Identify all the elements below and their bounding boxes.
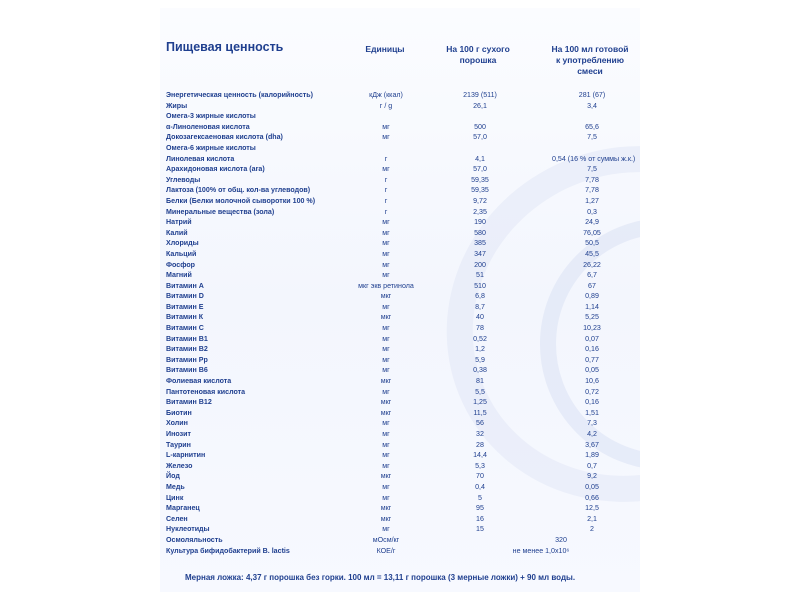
nutrient-value-ready: 7,78 — [585, 175, 599, 184]
table-row — [166, 334, 636, 345]
nutrient-value-dry: 95 — [476, 504, 484, 513]
table-row — [166, 270, 636, 281]
nutrient-name: α-Линоленовая кислота — [166, 122, 250, 131]
table-row — [166, 418, 636, 429]
nutrient-value-ready: 45,5 — [585, 249, 599, 258]
nutrient-unit: г / g — [379, 101, 393, 110]
table-row — [166, 440, 636, 451]
nutrient-value-dry: 5,5 — [475, 387, 485, 396]
nutrient-value-ready: 7,78 — [585, 186, 599, 195]
nutrient-name: Витамин К — [166, 313, 204, 322]
nutrient-name: Фосфор — [166, 260, 196, 269]
nutrient-name: Витамин В2 — [166, 345, 208, 354]
column-header-ready-line2: к употреблению — [555, 55, 625, 65]
nutrient-value-dry: 347 — [474, 249, 486, 258]
table-row — [166, 217, 636, 228]
nutrient-unit: кДж (ккал) — [369, 91, 403, 99]
nutrient-value-dry: 8,7 — [475, 302, 485, 311]
nutrient-unit: мкг — [380, 398, 392, 407]
nutrient-unit: мг — [382, 228, 390, 237]
nutrient-value-ready: 7,5 — [587, 133, 597, 142]
nutrient-value-ready: 9,2 — [587, 472, 597, 481]
table-row — [166, 535, 636, 546]
nutrient-name: Железо — [166, 461, 193, 470]
nutrient-name: Таурин — [166, 440, 191, 449]
nutrient-unit: мг — [382, 165, 390, 174]
nutrient-value-dry: 0,52 — [473, 334, 487, 343]
nutrient-value-ready: 0,89 — [585, 292, 599, 301]
nutrient-unit: мг — [382, 387, 390, 396]
nutrient-unit: мг — [382, 461, 390, 470]
nutrient-value-dry: 56 — [476, 419, 484, 428]
nutrient-name: L-карнитин — [166, 451, 206, 460]
nutrition-table — [166, 90, 636, 556]
nutrient-value-dry: 14,4 — [473, 451, 487, 460]
table-row — [166, 175, 636, 186]
nutrient-unit: мкг — [380, 504, 392, 513]
nutrient-unit: г — [384, 186, 388, 195]
nutrient-value-dry: 580 — [474, 228, 486, 237]
nutrient-value-dry: 57,0 — [473, 133, 487, 142]
nutrient-name: Витамин С — [166, 324, 204, 333]
nutrient-value-ready: 1,89 — [585, 451, 599, 460]
nutrient-value-ready: 1,14 — [585, 302, 599, 311]
nutrient-name: Витамин Е — [166, 302, 204, 311]
nutrient-value-ready: 6,7 — [587, 271, 597, 280]
nutrient-name: Биотин — [166, 408, 192, 417]
nutrient-value-ready: 10,6 — [585, 377, 599, 386]
nutrient-name: Фолиевая кислота — [166, 377, 232, 386]
nutrient-value-ready: 76,05 — [583, 228, 601, 237]
table-row — [166, 132, 636, 143]
table-row — [166, 122, 636, 133]
nutrient-value-ready: 0,7 — [587, 461, 597, 470]
nutrient-unit: мг — [382, 271, 390, 280]
table-row — [166, 355, 636, 366]
nutrient-unit: мг — [382, 493, 390, 502]
nutrient-unit: мкг экв ретинола — [358, 281, 414, 290]
nutrient-value-ready: 3,4 — [587, 101, 597, 110]
nutrient-unit: г — [384, 175, 388, 184]
nutrient-name: Цинк — [166, 493, 184, 502]
table-row — [166, 143, 636, 154]
nutrient-unit: мг — [382, 366, 390, 375]
table-row — [166, 482, 636, 493]
nutrient-name: Линолевая кислота — [166, 154, 235, 163]
nutrient-value-ready: 0,05 — [585, 482, 599, 491]
nutrient-value-ready: 1,51 — [585, 408, 599, 417]
nutrient-unit: КОЕ/г — [376, 546, 396, 555]
nutrient-value-ready: 24,9 — [585, 218, 599, 227]
nutrient-unit: мг — [382, 440, 390, 449]
table-row — [166, 365, 636, 376]
nutrient-unit: мг — [382, 249, 390, 258]
nutrient-value-dry: 2139 (511) — [463, 91, 497, 99]
nutrient-name: Хлориды — [166, 239, 199, 248]
column-header-ready-line1: На 100 мл готовой — [551, 44, 629, 54]
table-row — [166, 461, 636, 472]
table-row — [166, 524, 636, 535]
nutrient-unit: мг — [382, 482, 390, 491]
table-row — [166, 228, 636, 239]
nutrient-value-ready: 4,2 — [587, 430, 597, 438]
nutrient-value-dry: 2,35 — [473, 207, 487, 216]
nutrient-value-dry: 51 — [476, 271, 484, 280]
nutrient-name: Арахидоновая кислота (ara) — [166, 165, 265, 174]
nutrient-value-ready: 10,23 — [583, 324, 601, 333]
nutrient-value-ready: 281 (67) — [578, 91, 606, 99]
nutrient-unit: мкг — [380, 472, 392, 481]
column-header-dry-line2: порошка — [459, 55, 497, 65]
table-row — [166, 154, 636, 165]
table-row — [166, 111, 636, 122]
nutrient-name: Марганец — [166, 504, 200, 513]
nutrient-unit: мкг — [380, 408, 392, 417]
table-row — [166, 302, 636, 313]
nutrient-value-dry: 78 — [476, 324, 484, 333]
table-row — [166, 376, 636, 387]
nutrient-unit: мг — [382, 218, 390, 227]
nutrient-name: Витамин В1 — [166, 334, 208, 343]
table-row — [166, 312, 636, 323]
nutrient-value-ready: 7,5 — [587, 165, 597, 174]
nutrient-value-dry: 59,35 — [471, 175, 489, 184]
nutrient-name: Инозит — [166, 430, 191, 438]
footnote: Мерная ложка: 4,37 г порошка без горки. 100 мл = 13,11 г порошка (3 мерные ложки) + 90 мл воды. — [185, 573, 576, 582]
nutrient-name: Докозагексаеновая кислота (dha) — [166, 133, 283, 142]
nutrient-value-dry: 26,1 — [473, 101, 487, 110]
nutrient-value-ready: 5,25 — [585, 313, 599, 322]
nutrient-unit: г — [384, 207, 388, 216]
nutrient-unit: мг — [382, 345, 390, 354]
table-row — [166, 90, 636, 101]
nutrient-name: Холин — [166, 419, 188, 428]
nutrient-name: Культура бифидобактерий B. lactis — [166, 546, 290, 555]
nutrient-unit: мг — [382, 302, 390, 311]
table-row — [166, 503, 636, 514]
nutrient-value-ready: 0,16 — [585, 398, 599, 407]
nutrient-value-ready: 3,67 — [585, 440, 599, 449]
nutrient-name: Омега-6 жирные кислоты — [166, 143, 256, 152]
nutrient-name: Жиры — [166, 101, 188, 110]
table-row — [166, 196, 636, 207]
nutrient-unit: мкг — [380, 313, 392, 322]
nutrient-value-ready: 0,72 — [585, 387, 599, 396]
table-row — [166, 408, 636, 419]
table-row — [166, 207, 636, 218]
table-row — [166, 249, 636, 260]
nutrient-name: Энергетическая ценность (калорийность) — [166, 91, 313, 99]
nutrient-value-dry: 15 — [476, 525, 484, 534]
nutrient-name: Магний — [166, 271, 192, 280]
nutrient-name: Углеводы — [166, 175, 201, 184]
nutrient-unit: мг — [382, 133, 390, 142]
nutrient-name: Белки (Белки молочной сыворотки 100 %) — [166, 196, 316, 205]
nutrient-unit: мг — [382, 525, 390, 534]
nutrient-unit: мг — [382, 334, 390, 343]
nutrient-value-dry: 28 — [476, 440, 484, 449]
nutrient-value-ready: 50,5 — [585, 239, 599, 248]
table-row — [166, 344, 636, 355]
nutrient-value-ready: 26,22 — [583, 260, 601, 269]
column-header-dry — [438, 44, 518, 66]
table-row — [166, 397, 636, 408]
table-row — [166, 101, 636, 112]
column-header-ready-line3: смеси — [577, 66, 603, 76]
table-row — [166, 546, 636, 557]
nutrient-value-dry: 57,0 — [473, 165, 487, 174]
nutrient-value-ready: 2,1 — [587, 514, 597, 523]
nutrient-value-dry: 16 — [476, 514, 484, 523]
nutrient-unit: мг — [382, 122, 390, 131]
nutrient-value-merged: 320 — [555, 535, 567, 544]
nutrient-unit: мкг — [380, 514, 392, 523]
nutrient-unit: мг — [382, 430, 390, 438]
nutrient-name: Калий — [166, 228, 188, 237]
nutrient-value-dry: 59,35 — [471, 186, 489, 195]
nutrient-name: Витамин А — [166, 281, 204, 290]
table-row — [166, 164, 636, 175]
nutrient-value-dry: 5 — [478, 493, 482, 502]
nutrient-value-dry: 9,72 — [473, 196, 487, 205]
column-header-units — [350, 44, 420, 55]
nutrient-value-dry: 11,5 — [473, 408, 487, 417]
nutrient-name: Витамин Рр — [166, 355, 208, 364]
nutrient-value-dry: 32 — [476, 430, 484, 438]
nutrient-name: Натрий — [166, 218, 192, 227]
nutrient-value-ready: 0,3 — [587, 207, 597, 216]
nutrient-unit: мг — [382, 451, 390, 460]
nutrient-unit: г — [384, 154, 388, 163]
nutrient-unit: мг — [382, 355, 390, 364]
nutrient-unit: г — [384, 196, 388, 205]
column-header-dry-line1: На 100 г сухого — [446, 44, 510, 54]
table-row — [166, 323, 636, 334]
nutrient-name: Медь — [166, 482, 185, 491]
nutrient-value-ready: 67 — [588, 281, 596, 290]
nutrient-name: Минеральные вещества (зола) — [166, 207, 275, 216]
nutrient-name: Витамин В6 — [166, 366, 208, 375]
nutrient-unit: мкг — [380, 292, 392, 301]
table-row — [166, 387, 636, 398]
nutrient-unit: мг — [382, 419, 390, 428]
nutrient-value-ready: 0,54 (16 % от суммы ж.к.) — [552, 154, 636, 163]
nutrient-value-ready: 2 — [590, 525, 594, 534]
nutrient-value-ready: 0,05 — [585, 366, 599, 375]
column-header-units-text: Единицы — [365, 44, 405, 54]
nutrient-value-dry: 510 — [474, 281, 486, 290]
nutrient-name: Витамин D — [166, 292, 204, 301]
table-row — [166, 514, 636, 525]
nutrient-name: Селен — [166, 514, 188, 523]
nutrient-value-ready: 0,66 — [585, 493, 599, 502]
nutrient-value-ready: 12,5 — [585, 504, 599, 513]
nutrient-unit: мкг — [380, 377, 392, 386]
table-row — [166, 471, 636, 482]
nutrient-name: Омега-3 жирные кислоты — [166, 112, 256, 121]
nutrient-value-dry: 385 — [474, 239, 486, 248]
nutrient-name: Кальций — [166, 249, 197, 258]
column-header-ready — [545, 44, 635, 77]
nutrient-value-dry: 0,38 — [473, 366, 487, 375]
nutrient-value-dry: 40 — [476, 313, 484, 322]
nutrient-value-ready: 1,27 — [585, 196, 599, 205]
table-row — [166, 260, 636, 271]
table-row — [166, 450, 636, 461]
table-title: Пищевая ценность — [166, 40, 284, 54]
nutrient-value-ready: 7,3 — [587, 419, 597, 428]
nutrient-value-dry: 70 — [476, 472, 484, 481]
table-row — [166, 429, 636, 440]
table-row — [166, 238, 636, 249]
nutrient-name: Осмоляльность — [166, 535, 223, 544]
nutrient-value-ready: 0,07 — [585, 334, 599, 343]
nutrient-value-dry: 4,1 — [475, 154, 485, 163]
nutrient-unit: мг — [382, 324, 390, 333]
nutrient-value-dry: 81 — [476, 377, 484, 386]
nutrient-value-dry: 6,8 — [475, 292, 485, 301]
nutrient-value-ready: 0,77 — [585, 355, 599, 364]
nutrient-unit: мОсм/кг — [372, 535, 400, 544]
nutrient-value-dry: 1,25 — [473, 398, 487, 407]
nutrient-value-ready: 0,16 — [585, 345, 599, 354]
nutrient-value-dry: 5,9 — [475, 355, 485, 364]
nutrient-name: Нуклеотиды — [166, 525, 210, 534]
nutrient-unit: мг — [382, 260, 390, 269]
nutrient-value-dry: 200 — [474, 260, 486, 269]
nutrient-value-dry: 500 — [474, 122, 486, 131]
nutrient-name: Пантотеновая кислота — [166, 387, 246, 396]
nutrient-name: Витамин В12 — [166, 398, 212, 407]
nutrient-value-dry: 1,2 — [475, 345, 485, 354]
nutrient-value-dry: 5,3 — [475, 461, 485, 470]
table-row — [166, 281, 636, 292]
nutrient-name: Лактоза (100% от общ. кол-ва углеводов) — [166, 186, 311, 195]
nutrient-value-ready: 65,6 — [585, 122, 599, 131]
nutrient-value-merged: не менее 1,0х10⁶ — [512, 546, 570, 555]
table-row — [166, 493, 636, 504]
nutrient-value-dry: 0,4 — [475, 482, 485, 491]
table-row — [166, 185, 636, 196]
nutrient-name: Йод — [166, 472, 180, 481]
table-row — [166, 291, 636, 302]
nutrient-unit: мг — [382, 239, 390, 248]
nutrient-value-dry: 190 — [474, 218, 486, 227]
